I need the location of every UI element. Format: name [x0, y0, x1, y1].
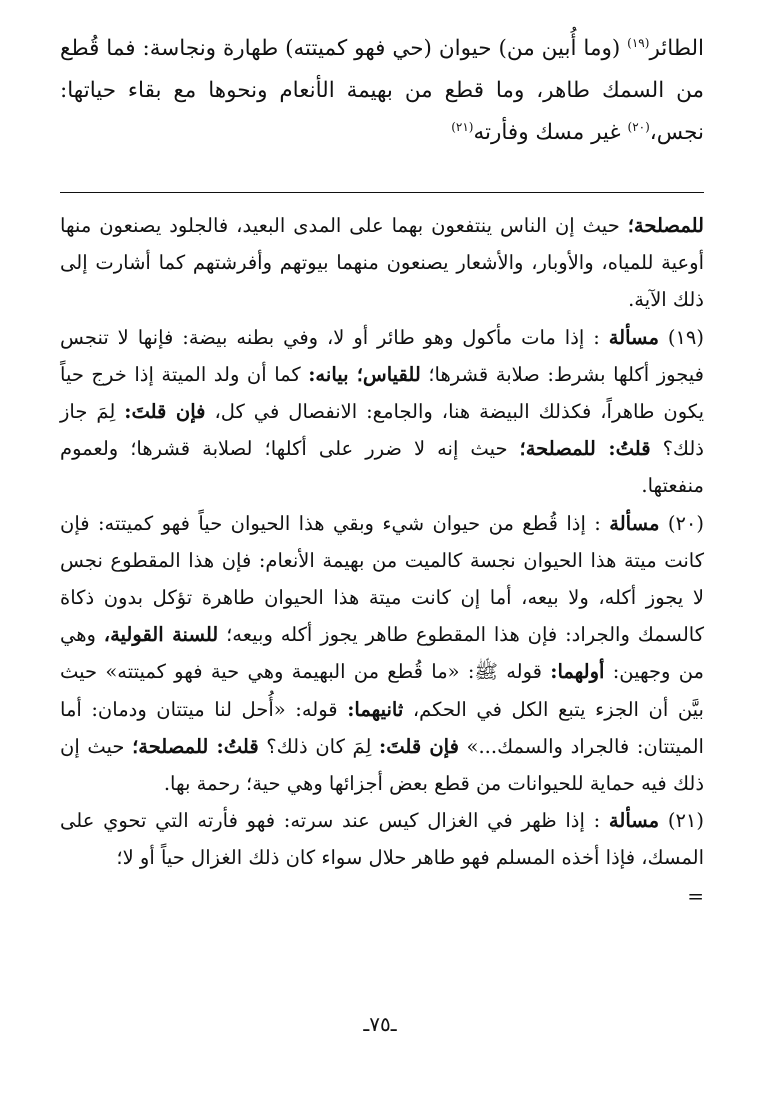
footnotes	[60, 207, 704, 911]
footnote-text: كما أن ولد الميتة إذا خرج حياً يكون طاهراً، فكذلك البيضة هنا، والجامع: الانفصال في كل،	[60, 362, 705, 424]
footnote-bold: فإن قلتَ:	[379, 734, 459, 758]
footnote-bold: للقياس؛ بيانه:	[308, 362, 421, 386]
footnote-text: حيث إنه لا ضرر على أكلها؛ لصلابة قشرها؛ ولعموم منفعتها.	[60, 437, 704, 498]
footnote-label: مسألة	[608, 325, 659, 349]
page-body	[60, 28, 704, 911]
footnote-19	[60, 319, 704, 505]
footnote-bold: فإن قلتَ:	[124, 400, 206, 424]
footnote-bold-label: للمصلحة؛	[627, 214, 704, 237]
footnote-bold: قلتُ: للمصلحة؛	[519, 437, 651, 461]
footnote-text: لِمَ كان ذلك؟	[258, 734, 380, 758]
footnote-bold: أولهما:	[550, 660, 605, 684]
footnote-20	[60, 505, 704, 803]
footnote-text: لِمَ جاز ذلك؟	[60, 400, 704, 461]
footnote-text: : إذا قُطع من حيوان شيء وبقي هذا الحيوان حياً فهو كميتته: فإن كانت ميتة هذا الحيوان نجسة كالميت من بهيمة الأنعام: فإن هذا المقطوع نجس لا يجوز أكله، ولا بيعه، أما إن كانت ميتة هذا الحيوان طاهرة تؤكل بدون ذكاة كالسمك والجراد: فإن هذا المقطوع طاهر يجوز أكله وبيعه؛	[60, 511, 704, 647]
footnote-text: : إذا مات مأكول وهو طائر أو لا، وفي بطنه بيضة: فإنها لا تنجس فيجوز أكلها بشرط: صلابة قشرها؛	[60, 325, 705, 386]
page-number: ـ٧٥ـ	[363, 1012, 397, 1036]
main-text-segment: الطائر	[649, 36, 704, 61]
footnote-text: حيث إن الناس ينتفعون بهما على المدى البعيد، فالجلود يصنعون منها أوعية للمياه، والأوبار، والأشعار يصنعون منهما بيوتهم وأفرشتهم كما أشارت إلى ذلك الآية.	[60, 214, 704, 312]
footnote-label: مسألة	[609, 511, 660, 535]
footnote-ref-21[interactable]: (٢١)	[451, 119, 474, 134]
footnote-21	[60, 802, 704, 876]
footnote-bold: ثانيهما:	[347, 697, 404, 721]
footnote-number: (١٩)	[667, 325, 704, 349]
footnote-text: وهي من وجهين:	[60, 623, 704, 684]
main-text	[60, 28, 704, 154]
footnote-number: (٢٠)	[667, 511, 704, 535]
footnote-ref-20[interactable]: (٢٠)	[627, 119, 650, 134]
footnote-text: حيث إن ذلك فيه حماية للحيوانات من قطع بعض أجزائها وهي حية؛ رحمة بها.	[60, 734, 704, 796]
footnote-ref-19[interactable]: (١٩)	[627, 35, 650, 50]
footnote-separator	[60, 192, 704, 193]
footnote-number: (٢١)	[667, 809, 705, 833]
main-text-segment: غير مسك وفأرته	[473, 120, 628, 145]
footnote-bold: قلتُ: للمصلحة؛	[132, 734, 259, 758]
footnote-text: قوله ﷺ: «ما قُطع من البهيمة وهي حية فهو كميتته» حيث بيَّن أن الجزء يتبع الكل في الحكم،	[60, 660, 704, 721]
main-text-segment: (وما أُبين من) حيوان (حي فهو كميتته) طهارة ونجاسة: فما قُطع من السمك طاهر، وما قطع من بهيمة الأنعام ونحوها مع بقاء حياتها: نجس،	[60, 36, 704, 145]
footnote-text: قوله: «أُحل لنا ميتتان ودمان: أما الميتتان: فالجراد والسمك...»	[60, 697, 704, 758]
footnote-label: مسألة	[608, 809, 660, 833]
continuation-mark: =	[687, 883, 704, 908]
footnote-text: : إذا ظهر في الغزال كيس عند سرته: فهو فأرته التي تحوي على المسك، فإذا أخذه المسلم فهو طاهر حلال سواء كان ذلك الغزال حياً أو لا؛	[60, 809, 704, 870]
footnote-bold: للسنة القولية،	[103, 623, 219, 647]
footnote-continuation	[60, 207, 704, 319]
